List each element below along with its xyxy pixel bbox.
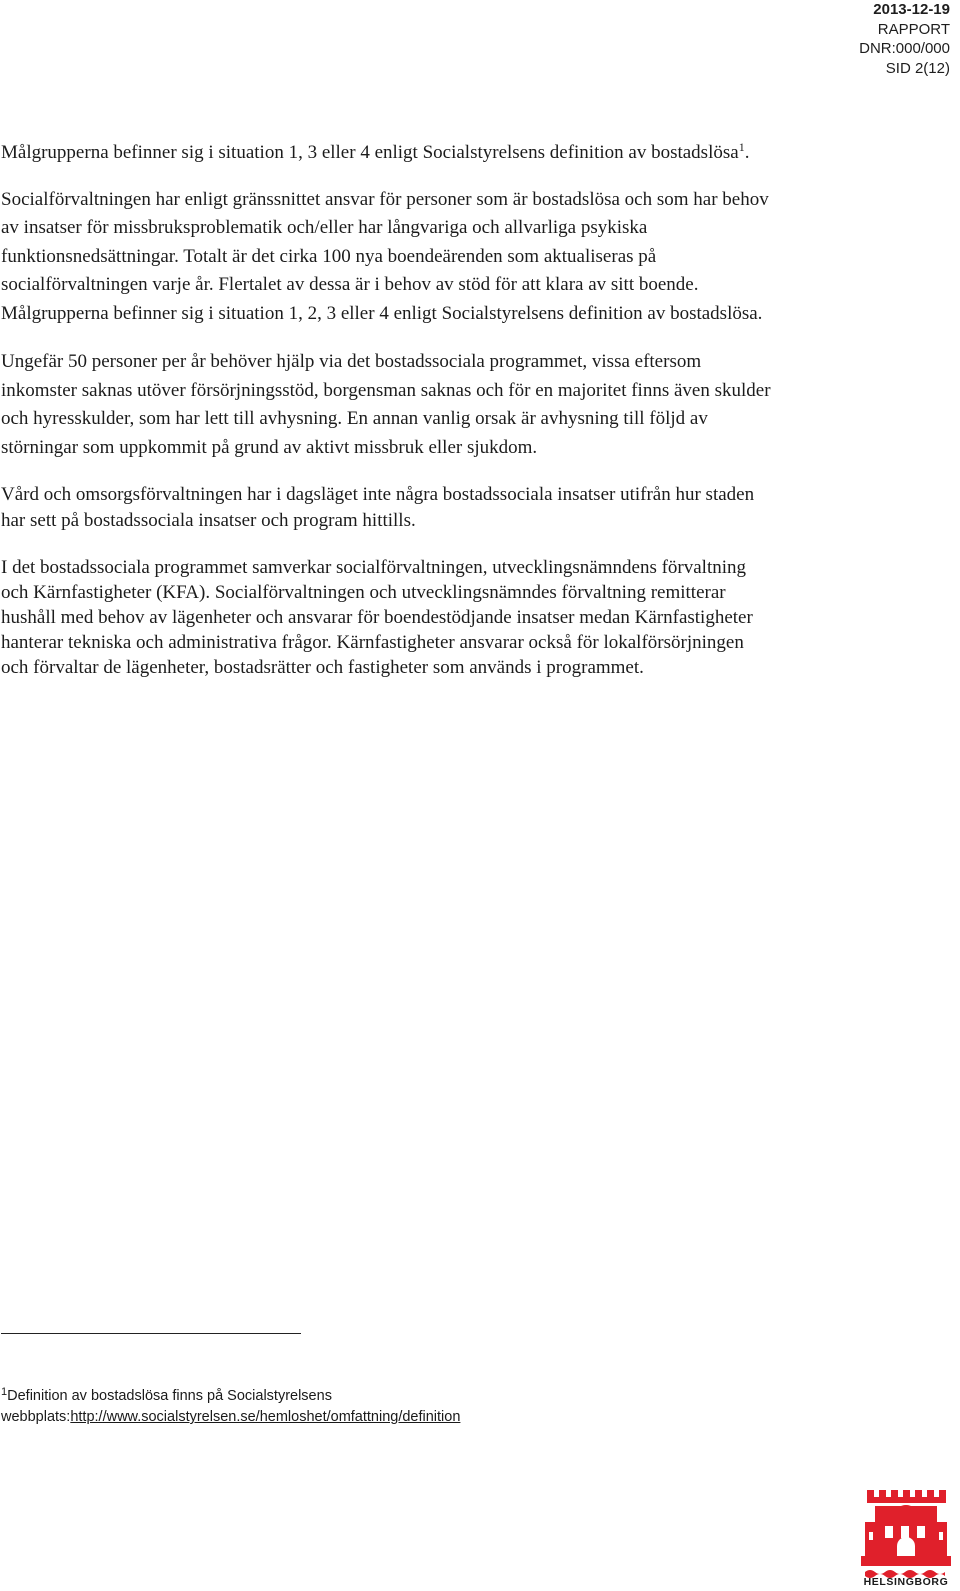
paragraph-care-administration: Vård och omsorgsförvaltningen har i dagsläget inte några bostadssociala insatser utifrån hur staden har sett på bostadssociala insatser och program hittills.: [1, 484, 755, 531]
paragraph-social-services: Socialförvaltningen har enligt gränssnittet ansvar för personer som är bostadslösa och som har behov av insatser för missbruksproblematik och/eller har långvariga och allvarliga psykiska funktionsnedsättningar. Totalt är det cirka 100 nya boendeärenden som aktualiseras på socialförvaltningen varje år. Flertalet av dessa är i behov av stöd för att klara av sitt boende. Målgrupperna befinner sig i situation 1, 2, 3 eller 4 enligt Socialstyrelsens definition av bostadslösa.: [1, 188, 769, 324]
header-document-type: RAPPORT: [877, 20, 950, 38]
paragraph-cooperation: I det bostadssociala programmet samverkar socialförvaltningen, utvecklingsnämndens förvaltning och Kärnfastigheter (KFA). Socialförvaltningen och utvecklingsnämndes förvaltning remitterar hushåll med behov av lägenheter och ansvarar för boendestödjande insatser medan Kärnfastigheter hanterar tekniska och administrativa frågor. Kärnfastigheter ansvarar också för lokalförsörjningen och förvaltar de lägenheter, bostadsrätter och fastigheter som används i programmet.: [1, 557, 753, 678]
paragraph-text: Målgrupperna befinner sig i situation 1, 3 eller 4 enligt Socialstyrelsens definition av bostadslösa: [1, 142, 739, 163]
footnote-separator: [1, 1333, 301, 1334]
footnote-link[interactable]: http://www.socialstyrelsen.se/hemloshet/omfattning/definition: [70, 1409, 461, 1425]
footnote: [1, 1386, 701, 1428]
document-body: [1, 139, 771, 700]
footnote-link-prefix: webbplats:: [1, 1409, 71, 1425]
paragraph-housing-program: Ungefär 50 personer per år behöver hjälp via det bostadssociala programmet, vissa eftersom inkomster saknas utöver försörjningsstöd, borgensman saknas och för en majoritet finns även skulder och hyresskulder, som har lett till avhysning. En annan vanlig orsak är avhysning till följd av störningar som uppkommit på grund av aktivt missbruk eller sjukdom.: [1, 351, 771, 458]
document-header: [650, 0, 950, 78]
helsingborg-logo-icon: [855, 1482, 955, 1587]
footnote-text: Definition av bostadslösa finns på Socialstyrelsens: [7, 1388, 332, 1404]
paragraph-target-groups: [1, 139, 771, 168]
header-dnr: DNR:000/000: [859, 40, 950, 57]
footnote-reference: 1: [738, 140, 745, 154]
header-date: 2013-12-19: [873, 1, 950, 18]
paragraph-end: .: [744, 142, 750, 163]
header-page-number: SID 2(12): [885, 59, 950, 77]
footnote-marker: 1: [1, 1386, 8, 1398]
logo-wordmark: HELSINGBORG: [863, 1576, 949, 1588]
